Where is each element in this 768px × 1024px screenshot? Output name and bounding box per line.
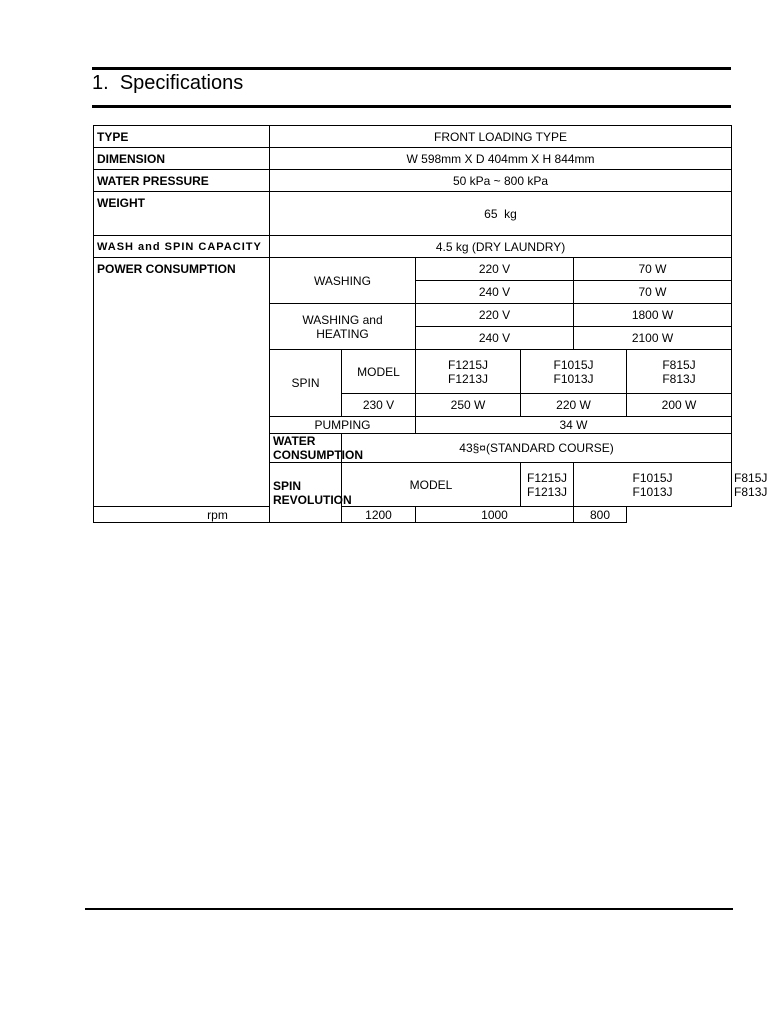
rev-model <box>521 463 574 507</box>
heating-voltage: 220 V <box>416 304 574 327</box>
model-code: F813J <box>662 371 696 386</box>
heating-voltage: 240 V <box>416 327 574 350</box>
section-title: Specifications <box>119 72 244 94</box>
rpm-value: 1200 <box>342 507 416 523</box>
washing-watts: 70 W <box>574 281 732 304</box>
page-title <box>92 71 243 95</box>
specifications-table <box>93 125 768 523</box>
table-row <box>94 258 732 281</box>
footer-rule <box>85 908 733 910</box>
model-code: F1013J <box>553 371 594 386</box>
heating-watts: 1800 W <box>574 304 732 327</box>
rpm-value: 800 <box>574 507 627 523</box>
spin-voltage: 230 V <box>342 394 416 417</box>
header-bottom-rule <box>92 105 731 108</box>
pumping-label: PUMPING <box>270 417 416 434</box>
water-pressure-value: 50 kPa ~ 800 kPa <box>270 170 732 192</box>
water-pressure-label: WATER PRESSURE <box>94 170 270 192</box>
washing-voltage: 240 V <box>416 281 574 304</box>
water-consumption-label: WATER CONSUMPTION <box>270 434 342 463</box>
washing-watts: 70 W <box>574 258 732 281</box>
spin-watts: 250 W <box>416 394 521 417</box>
type-value: FRONT LOADING TYPE <box>270 126 732 148</box>
weight-value: 65 kg <box>270 192 732 236</box>
table-row <box>94 507 732 523</box>
rev-model <box>574 463 732 507</box>
header-top-rule <box>92 67 731 70</box>
rev-model-label: MODEL <box>342 463 521 507</box>
pumping-watts: 34 W <box>416 417 732 434</box>
model-code: F1015J <box>553 357 594 372</box>
model-code: F1213J <box>526 484 568 499</box>
model-code: F815J <box>662 357 696 372</box>
washing-heating-label-line2: HEATING <box>316 326 369 341</box>
capacity-value: 4.5 kg (DRY LAUNDRY) <box>270 236 732 258</box>
spin-model <box>627 350 732 394</box>
type-label: TYPE <box>94 126 270 148</box>
spin-watts: 220 W <box>521 394 627 417</box>
washing-label: WASHING <box>270 258 416 304</box>
washing-heating-label-line1: WASHING and <box>302 312 383 327</box>
section-number: 1. <box>92 72 109 94</box>
model-code: F1215J <box>526 470 568 485</box>
table-row <box>94 126 732 148</box>
water-consumption-value: 43§¤(STANDARD COURSE) <box>342 434 732 463</box>
table-row <box>94 236 732 258</box>
weight-label: WEIGHT <box>94 192 270 236</box>
dimension-label: DIMENSION <box>94 148 270 170</box>
spin-model <box>521 350 627 394</box>
model-code: F1213J <box>447 371 489 386</box>
washing-heating-label <box>270 304 416 350</box>
table-row <box>94 148 732 170</box>
washing-voltage: 220 V <box>416 258 574 281</box>
rpm-unit: rpm <box>94 507 342 523</box>
power-consumption-label: POWER CONSUMPTION <box>94 258 270 507</box>
table-row: SPIN REVOLUTION MODEL F1215J F1213J F1015J F1013J F815J F813J <box>94 463 732 507</box>
dimension-value: W 598mm X D 404mm X H 844mm <box>270 148 732 170</box>
table-row <box>94 192 732 236</box>
spin-watts: 200 W <box>627 394 732 417</box>
capacity-label: WASH and SPIN CAPACITY <box>94 236 270 258</box>
spin-model-label: MODEL <box>342 350 416 394</box>
spin-revolution-label: SPIN REVOLUTION <box>270 463 342 523</box>
model-code: F1015J <box>632 470 673 485</box>
heating-watts: 2100 W <box>574 327 732 350</box>
model-code: F1215J <box>447 357 489 372</box>
spin-model <box>416 350 521 394</box>
rpm-value: 1000 <box>416 507 574 523</box>
model-code: F1013J <box>632 484 673 499</box>
spin-label: SPIN <box>270 350 342 417</box>
table-row <box>94 170 732 192</box>
